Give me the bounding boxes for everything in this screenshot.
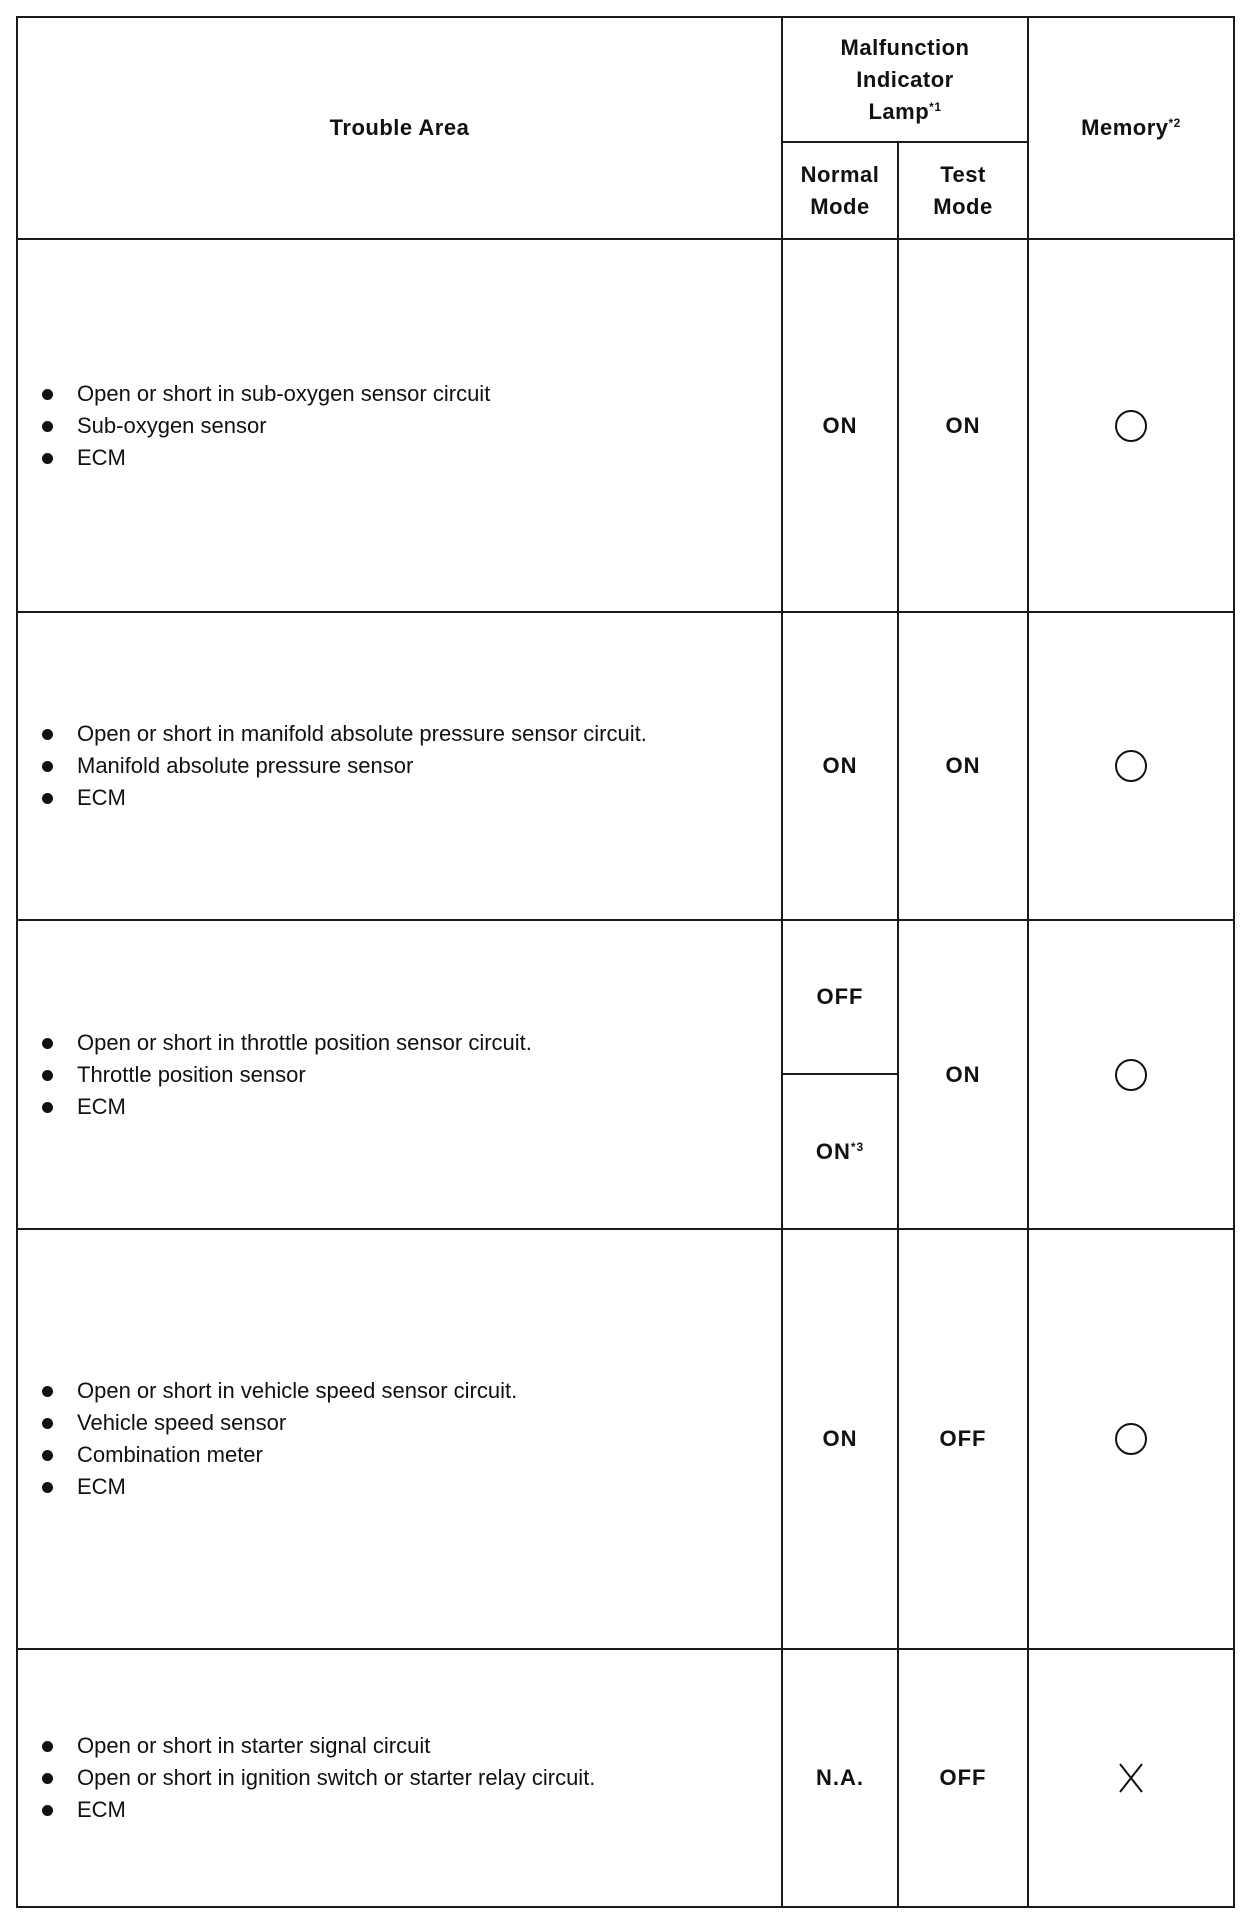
- test-mode-cell: ON: [898, 920, 1028, 1229]
- memory-cell: [1028, 1649, 1234, 1907]
- table-row: [17, 1649, 1234, 1907]
- normal-mode-value: ON: [815, 1138, 851, 1164]
- circle-icon: [1113, 748, 1149, 784]
- memory-cell: [1028, 239, 1234, 612]
- test-mode-cell: ON: [898, 239, 1028, 612]
- footnote-3: *3: [850, 1139, 865, 1154]
- trouble-area-cell: [17, 612, 782, 920]
- list-item: ECM: [38, 442, 781, 474]
- circle-icon: [1113, 1057, 1149, 1093]
- list-item: Open or short in ignition switch or starter relay circuit.: [38, 1762, 781, 1794]
- header-trouble-area: [17, 17, 782, 239]
- list-item: Manifold absolute pressure sensor: [38, 750, 781, 782]
- test-mode-cell: OFF: [898, 1229, 1028, 1649]
- normal-mode-cell: ON: [782, 612, 898, 920]
- trouble-area-cell: [17, 1649, 782, 1907]
- trouble-area-cell: [17, 1229, 782, 1649]
- list-item: Vehicle speed sensor: [38, 1407, 781, 1439]
- header-trouble-area-label: Trouble Area: [329, 115, 470, 140]
- list-item: ECM: [38, 1794, 781, 1826]
- normal-mode-cell: ON: [782, 1229, 898, 1649]
- normal-mode-cell-lower: [782, 1074, 898, 1229]
- header-test-mode-label: Test Mode: [933, 161, 993, 219]
- normal-mode-cell: N.A.: [782, 1649, 898, 1907]
- header-mil-label: Malfunction Indicator Lamp: [840, 34, 970, 124]
- list-item: Throttle position sensor: [38, 1059, 781, 1091]
- list-item: Open or short in throttle position sensor circuit.: [38, 1027, 781, 1059]
- table-row: [17, 920, 1234, 1074]
- header-normal-mode-label: Normal Mode: [800, 161, 880, 219]
- table-row: [17, 1229, 1234, 1649]
- header-memory: [1028, 17, 1234, 239]
- list-item: Sub-oxygen sensor: [38, 410, 781, 442]
- x-icon: [1113, 1760, 1149, 1796]
- list-item: Open or short in manifold absolute pressure sensor circuit.: [38, 718, 781, 750]
- trouble-area-cell: [17, 239, 782, 612]
- test-mode-cell: ON: [898, 612, 1028, 920]
- list-item: Open or short in vehicle speed sensor circuit.: [38, 1375, 781, 1407]
- list-item: ECM: [38, 782, 781, 814]
- circle-icon: [1113, 1421, 1149, 1457]
- list-item: Combination meter: [38, 1439, 781, 1471]
- list-item: ECM: [38, 1471, 781, 1503]
- memory-cell: [1028, 1229, 1234, 1649]
- table-row: [17, 239, 1234, 612]
- list-item: Open or short in starter signal circuit: [38, 1730, 781, 1762]
- normal-mode-cell: ON: [782, 239, 898, 612]
- trouble-table: [16, 16, 1235, 1908]
- memory-cell: [1028, 612, 1234, 920]
- normal-mode-cell-upper: OFF: [782, 920, 898, 1074]
- table-row: [17, 612, 1234, 920]
- header-mil: [782, 17, 1028, 142]
- memory-footnote: *2: [1168, 116, 1181, 130]
- header-memory-label: Memory: [1081, 115, 1169, 140]
- header-normal-mode: [782, 142, 898, 239]
- memory-cell: [1028, 920, 1234, 1229]
- mil-footnote: *1: [929, 99, 942, 114]
- trouble-area-cell: [17, 920, 782, 1229]
- header-test-mode: [898, 142, 1028, 239]
- list-item: Open or short in sub-oxygen sensor circuit: [38, 378, 781, 410]
- test-mode-cell: OFF: [898, 1649, 1028, 1907]
- list-item: ECM: [38, 1091, 781, 1123]
- circle-icon: [1113, 408, 1149, 444]
